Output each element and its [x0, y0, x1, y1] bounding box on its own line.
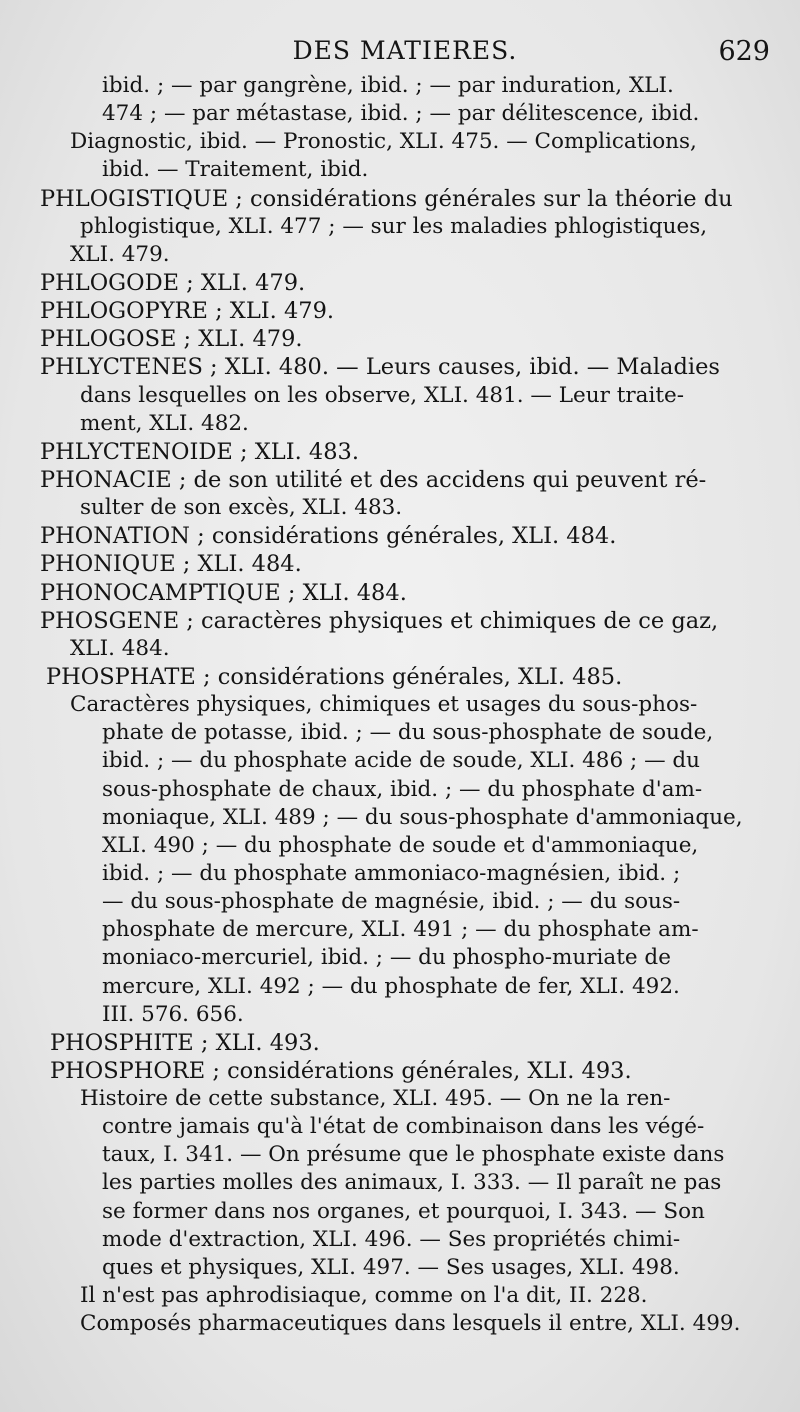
index-entries	[40, 72, 762, 1338]
index-line: taux, I. 341. — On présume que le phosphate existe dans	[102, 1142, 725, 1168]
index-line: moniaco-mercuriel, ibid. ; — du phospho-muriate de	[102, 945, 671, 971]
index-line: phosphate de mercure, XLI. 491 ; — du phosphate am-	[102, 917, 699, 943]
index-headword-line: PHONACIE ; de son utilité et des accidens qui peuvent ré-	[40, 466, 707, 493]
index-headword-line: PHOSPHITE ; XLI. 493.	[50, 1029, 320, 1056]
index-line: ibid. ; — par gangrène, ibid. ; — par induration, XLI.	[102, 73, 674, 98]
index-headword-line: PHONOCAMPTIQUE ; XLI. 484.	[40, 579, 407, 606]
index-headword-line: PHLYCTENES ; XLI. 480. — Leurs causes, ibid. — Maladies	[40, 354, 720, 381]
index-line: Diagnostic, ibid. — Pronostic, XLI. 475. — Complications,	[70, 129, 697, 155]
index-line: Histoire de cette substance, XLI. 495. — On ne la ren-	[80, 1086, 671, 1112]
index-line: phlogistique, XLI. 477 ; — sur les maladies phlogistiques,	[80, 213, 708, 239]
index-line: phate de potasse, ibid. ; — du sous-phosphate de soude,	[102, 720, 714, 746]
index-line: III. 576. 656.	[102, 1001, 244, 1027]
index-line: XLI. 484.	[70, 635, 170, 661]
index-headword-line: PHLOGOPYRE ; XLI. 479.	[40, 298, 335, 325]
index-line: 474 ; — par métastase, ibid. ; — par délitescence, ibid.	[102, 101, 700, 127]
index-headword-line: PHONIQUE ; XLI. 484.	[40, 551, 302, 578]
index-line: mercure, XLI. 492 ; — du phosphate de fer, XLI. 492.	[102, 973, 680, 999]
index-line: ques et physiques, XLI. 497. — Ses usages, XLI. 498.	[102, 1254, 680, 1280]
index-line: contre jamais qu'à l'état de combinaison dans les végé-	[102, 1114, 705, 1140]
index-line: sous-phosphate de chaux, ibid. ; — du phosphate d'am-	[102, 776, 703, 802]
page-header	[40, 36, 770, 72]
index-line: XLI. 490 ; — du phosphate de soude et d'ammoniaque,	[102, 832, 699, 858]
index-line: XLI. 479.	[70, 241, 170, 267]
index-headword-line: PHONATION ; considérations générales, XLI. 484.	[40, 523, 617, 550]
index-line: Caractères physiques, chimiques et usages du sous-phos-	[70, 692, 698, 718]
index-line: sulter de son excès, XLI. 483.	[80, 495, 403, 521]
index-line: les parties molles des animaux, I. 333. — Il paraît ne pas	[102, 1170, 722, 1196]
index-line: ibid. ; — du phosphate ammoniaco-magnésien, ibid. ;	[102, 860, 681, 886]
index-headword-line: PHOSPHATE ; considérations générales, XLI. 485.	[46, 663, 623, 690]
index-line: — du sous-phosphate de magnésie, ibid. ; — du sous-	[102, 889, 681, 915]
index-line: mode d'extraction, XLI. 496. — Ses propriétés chimi-	[102, 1226, 681, 1252]
index-headword-line: PHOSPHORE ; considérations générales, XLI. 493.	[50, 1057, 632, 1084]
page-number: 629	[718, 36, 770, 67]
index-line: Composés pharmaceutiques dans lesquels il entre, XLI. 499.	[80, 1311, 741, 1337]
index-line: Il n'est pas aphrodisiaque, comme on l'a dit, II. 228.	[80, 1283, 648, 1309]
index-line: se former dans nos organes, et pourquoi, I. 343. — Son	[102, 1198, 705, 1224]
index-line: ment, XLI. 482.	[80, 410, 249, 436]
index-headword-line: PHLOGODE ; XLI. 479.	[40, 269, 306, 296]
index-headword-line: PHLOGOSE ; XLI. 479.	[40, 326, 303, 353]
index-line: dans lesquelles on les observe, XLI. 481. — Leur traite-	[80, 382, 684, 408]
index-headword-line: PHOSGENE ; caractères physiques et chimiques de ce gaz,	[40, 607, 719, 634]
index-line: ibid. ; — du phosphate acide de soude, XLI. 486 ; — du	[102, 748, 701, 774]
running-head: DES MATIERES.	[292, 36, 518, 65]
index-headword-line: PHLOGISTIQUE ; considérations générales sur la théorie du	[40, 185, 733, 212]
index-headword-line: PHLYCTENOIDE ; XLI. 483.	[40, 438, 359, 465]
index-line: ibid. — Traitement, ibid.	[102, 157, 369, 183]
index-line: moniaque, XLI. 489 ; — du sous-phosphate d'ammoniaque,	[102, 804, 743, 830]
